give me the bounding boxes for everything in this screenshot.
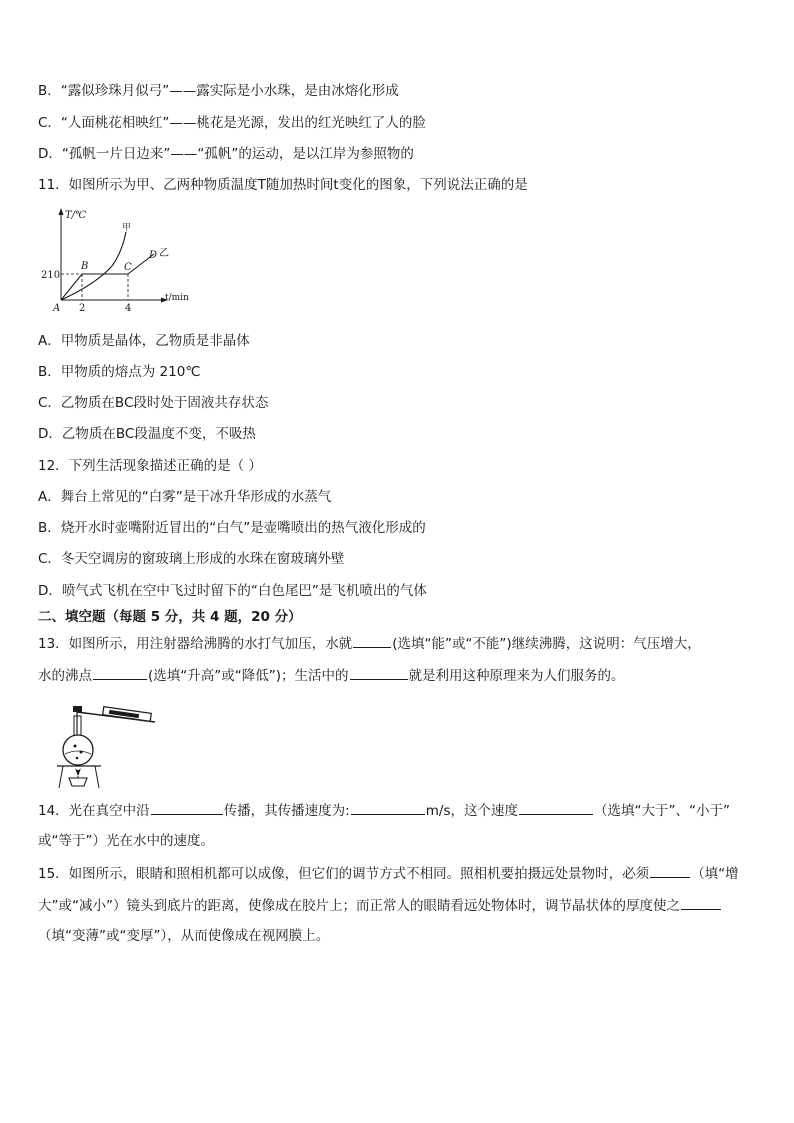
y-axis-label: T/℃ [65, 210, 87, 221]
tripod-leg [59, 766, 63, 788]
alcohol-lamp [69, 778, 87, 786]
q10-option-c: C．“人面桃花相映红”——桃花是光源，发出的红光映红了人的脸 [38, 115, 426, 131]
q14-blank-3[interactable] [519, 801, 593, 815]
q13-text-2c: 就是利用这种原理来为人们服务的。 [408, 668, 625, 684]
q15-text-2a: 大”或“减小”）镜头到底片的距离，使像成在胶片上；而正常人的眼睛看远处物体时，调节晶状体的厚度使之 [38, 898, 680, 914]
bubble [80, 751, 83, 754]
q13-text-1b: (选填“能”或“不能”)继续沸腾，这说明：气压增大， [392, 636, 701, 652]
x-tick-4: 4 [125, 303, 132, 314]
q12-option-a: A．舞台上常见的“白雾”是干冰升华形成的水蒸气 [38, 489, 332, 505]
flame [75, 768, 81, 776]
flask-syringe-diagram [55, 696, 165, 791]
y-tick-210: 210 [41, 270, 61, 281]
flask-bulb [63, 735, 93, 765]
q11-temperature-graph [36, 204, 196, 314]
q14-text-1b: 传播，其传播速度为: [223, 803, 350, 819]
q13-blank-3[interactable] [350, 666, 408, 680]
point-label-c: C [124, 262, 132, 273]
bubble [76, 757, 79, 760]
q11-option-d: D．乙物质在BC段温度不变，不吸热 [38, 426, 256, 442]
q13-blank-2[interactable] [93, 666, 147, 680]
curve-label-jia: 甲 [122, 223, 132, 233]
q14-blank-1[interactable] [151, 801, 223, 815]
q13-line-1 [38, 634, 701, 653]
point-label-d: D [149, 250, 158, 261]
q15-blank-2[interactable] [681, 896, 721, 910]
q12-option-b: B．烧开水时壶嘴附近冒出的“白气”是壶嘴喷出的热气液化形成的 [38, 520, 426, 536]
q12-stem: 12．下列生活现象描述正确的是（ ） [38, 458, 262, 474]
q11-stem: 11．如图所示为甲、乙两种物质温度T随加热时间t变化的图象，下列说法正确的是 [38, 177, 528, 193]
q14-text-1d: （选填“大于”、“小于” [593, 803, 730, 819]
q15-line-3: （填“变薄”或“变厚”），从而使像成在视网膜上。 [38, 928, 330, 944]
x-tick-2: 2 [79, 303, 86, 314]
flask-stopper [73, 706, 82, 712]
q15-text-1b: （填“增 [691, 866, 739, 882]
section-heading-fill-in: 二、填空题（每题 5 分，共 4 题，20 分） [38, 609, 302, 625]
q13-text-2b: (选填“升高”或“降低”)；生活中的 [148, 668, 349, 684]
q11-option-b: B．甲物质的熔点为 210℃ [38, 364, 201, 380]
q12-option-c: C．冬天空调房的窗玻璃上形成的水珠在窗玻璃外壁 [38, 551, 345, 567]
y-axis-arrow [59, 208, 64, 215]
q10-option-d: D．“孤帆一片日边来”——“孤帆”的运动，是以江岸为参照物的 [38, 146, 414, 162]
curve-label-yi: 乙 [159, 248, 169, 259]
q13-boiling-flask-figure [55, 696, 165, 791]
tripod-leg [95, 766, 99, 788]
q14-blank-2[interactable] [351, 801, 425, 815]
q14-text-1c: m/s，这个速度 [425, 803, 518, 819]
q14-text-1a: 14．光在真空中沿 [38, 803, 150, 819]
temperature-time-graph [36, 204, 196, 314]
q15-blank-1[interactable] [650, 864, 690, 878]
q15-line-2 [38, 896, 722, 915]
q13-text-1a: 13．如图所示，用注射器给沸腾的水打气加压，水就 [38, 636, 353, 652]
q15-text-1a: 15．如图所示，眼睛和照相机都可以成像，但它们的调节方式不相同。照相机要拍摄远处景物时，必须 [38, 866, 650, 882]
bubble [74, 745, 77, 748]
q13-line-2 [38, 666, 625, 685]
curve-jia [61, 232, 126, 300]
q14-line-1 [38, 801, 730, 820]
x-axis-label: t/min [165, 293, 189, 303]
q11-option-a: A．甲物质是晶体，乙物质是非晶体 [38, 333, 250, 349]
q11-option-c: C．乙物质在BC段时处于固液共存状态 [38, 395, 269, 411]
q13-blank-1[interactable] [353, 634, 391, 648]
q12-option-d: D．喷气式飞机在空中飞过时留下的“白色尾巴”是飞机喷出的气体 [38, 583, 427, 599]
point-label-b: B [81, 261, 89, 272]
q10-option-b: B．“露似珍珠月似弓”——露实际是小水珠，是由冰熔化形成 [38, 83, 399, 99]
q14-line-2: 或“等于”）光在水中的速度。 [38, 833, 214, 849]
q13-text-2a: 水的沸点 [38, 668, 92, 684]
q15-line-1 [38, 864, 739, 883]
point-label-a: A [53, 303, 61, 314]
